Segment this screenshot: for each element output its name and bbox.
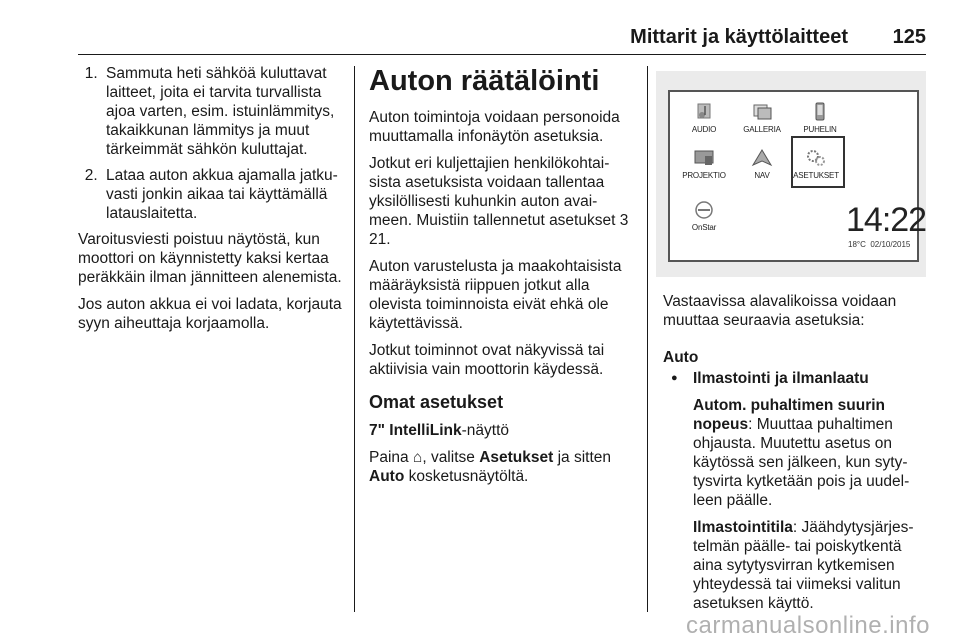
submenu-intro: Vastaavissa alavalikoissa voidaan muuttaa seuraavia asetuksia: xyxy=(663,293,897,329)
option-ac-mode: Ilmastointitila: Jäähdytysjärjestelmän päälle- tai poiskytkentä aina sytytysvirran kytkemisen yhteydessä tai viimeksi valitun asetuksen käyttö. xyxy=(693,519,914,612)
date: 02/10/2015 xyxy=(870,240,911,249)
settings-section-auto: Auto xyxy=(663,349,699,366)
app-galleria[interactable]: GALLERIA xyxy=(732,102,792,134)
page-ref[interactable]: 21. xyxy=(369,231,391,248)
column-3 xyxy=(663,292,929,621)
column-divider-1 xyxy=(354,66,355,612)
charge-paragraph: Jos auton akkua ei voi ladata, korjauta syyn aiheuttaja korjaamolla. xyxy=(78,296,342,332)
step-2: 2. Lataa auton akkua ajamalla jatkuvasti jonkin aikaa tai käyttämällä latauslaitetta. xyxy=(102,166,344,223)
home-screen xyxy=(668,90,927,262)
climate-options xyxy=(663,396,929,613)
instruction-paragraph: Paina ⌂, valitse Asetukset ja sitten Auto kosketusnäytöltä. xyxy=(369,449,612,485)
bullet-climate: ● Ilmastointi ja ilmanlaatu xyxy=(663,369,929,388)
infotainment-screen-illustration xyxy=(656,71,926,277)
section-title: Auton räätälöinti xyxy=(369,65,600,97)
app-puhelin[interactable]: PUHELIN xyxy=(790,102,850,134)
app-audio[interactable]: AUDIO xyxy=(674,102,734,134)
clock-time: 14:22 xyxy=(846,201,927,239)
navigation-arrow-icon xyxy=(751,148,773,168)
onstar-icon xyxy=(693,200,715,220)
warning-paragraph: Varoitusviesti poistuu näytöstä, kun moottori on käynnistetty kaksi kertaa peräkkäin ilman jännitteen alenemista. xyxy=(78,231,342,286)
phone-icon xyxy=(809,102,831,122)
column-divider-2 xyxy=(647,66,648,612)
page-header xyxy=(78,22,926,55)
settings-list xyxy=(663,369,929,388)
intro-paragraph: Auton toimintoja voidaan personoida muuttamalla infonäytön asetuksia. xyxy=(369,109,620,145)
page-ref-icon[interactable]: 3 xyxy=(619,212,629,229)
projection-icon xyxy=(693,148,715,168)
engine-paragraph: Jotkut toiminnot ovat näkyvissä tai aktiivisia vain moottorin käydessä. xyxy=(369,342,605,378)
watermark: carmanualsonline.info xyxy=(686,612,930,639)
music-note-icon xyxy=(693,102,715,122)
page-number: 125 xyxy=(892,26,926,48)
column-1 xyxy=(78,64,344,341)
chapter-title: Mittarit ja käyttölaitteet xyxy=(630,26,848,48)
temp-date-readout xyxy=(848,240,910,249)
temperature: 18°C xyxy=(848,240,866,249)
step-list xyxy=(78,64,344,223)
subsection-title: Omat asetukset xyxy=(369,392,504,412)
option-fan-speed: Autom. puhaltimen suurin nopeus: Muuttaa puhaltimen ohjausta. Muutettu asetus on käytössä sen jälkeen, kun sytytysvirta kytketään pois ja uudelleen päälle. xyxy=(693,397,910,509)
app-asetukset[interactable]: ASETUKSET xyxy=(786,148,846,180)
app-onstar[interactable]: OnStar xyxy=(674,200,734,232)
memory-paragraph: Jotkut eri kuljettajien henkilökohtaisista asetuksista voidaan tallentaa yksilöllisesti kuhunkin auton avaimeen. Muistiin tallennetut asetukset 3 21. xyxy=(369,155,629,248)
column-2 xyxy=(369,64,635,494)
step-1: 1. Sammuta heti sähköä kuluttavat laitteet, joita ei tarvita turvallista ajoa varten, esim. istuinlämmitys, takaikkunan lämmitys ja muut tärkeimmät sähkön kuluttajat. xyxy=(102,64,344,159)
availability-paragraph: Auton varustelusta ja maakohtaisista määräyksistä riippuen jotkut alla olevista toiminnoista eivät ehkä ole käytettävissä. xyxy=(369,258,622,332)
gears-icon xyxy=(805,148,827,168)
gallery-icon xyxy=(751,102,773,122)
display-label: 7" IntelliLink-näyttö xyxy=(369,422,510,439)
app-projektio[interactable]: PROJEKTIO xyxy=(674,148,734,180)
home-icon: ⌂ xyxy=(412,449,423,466)
app-nav[interactable]: NAV xyxy=(732,148,792,180)
